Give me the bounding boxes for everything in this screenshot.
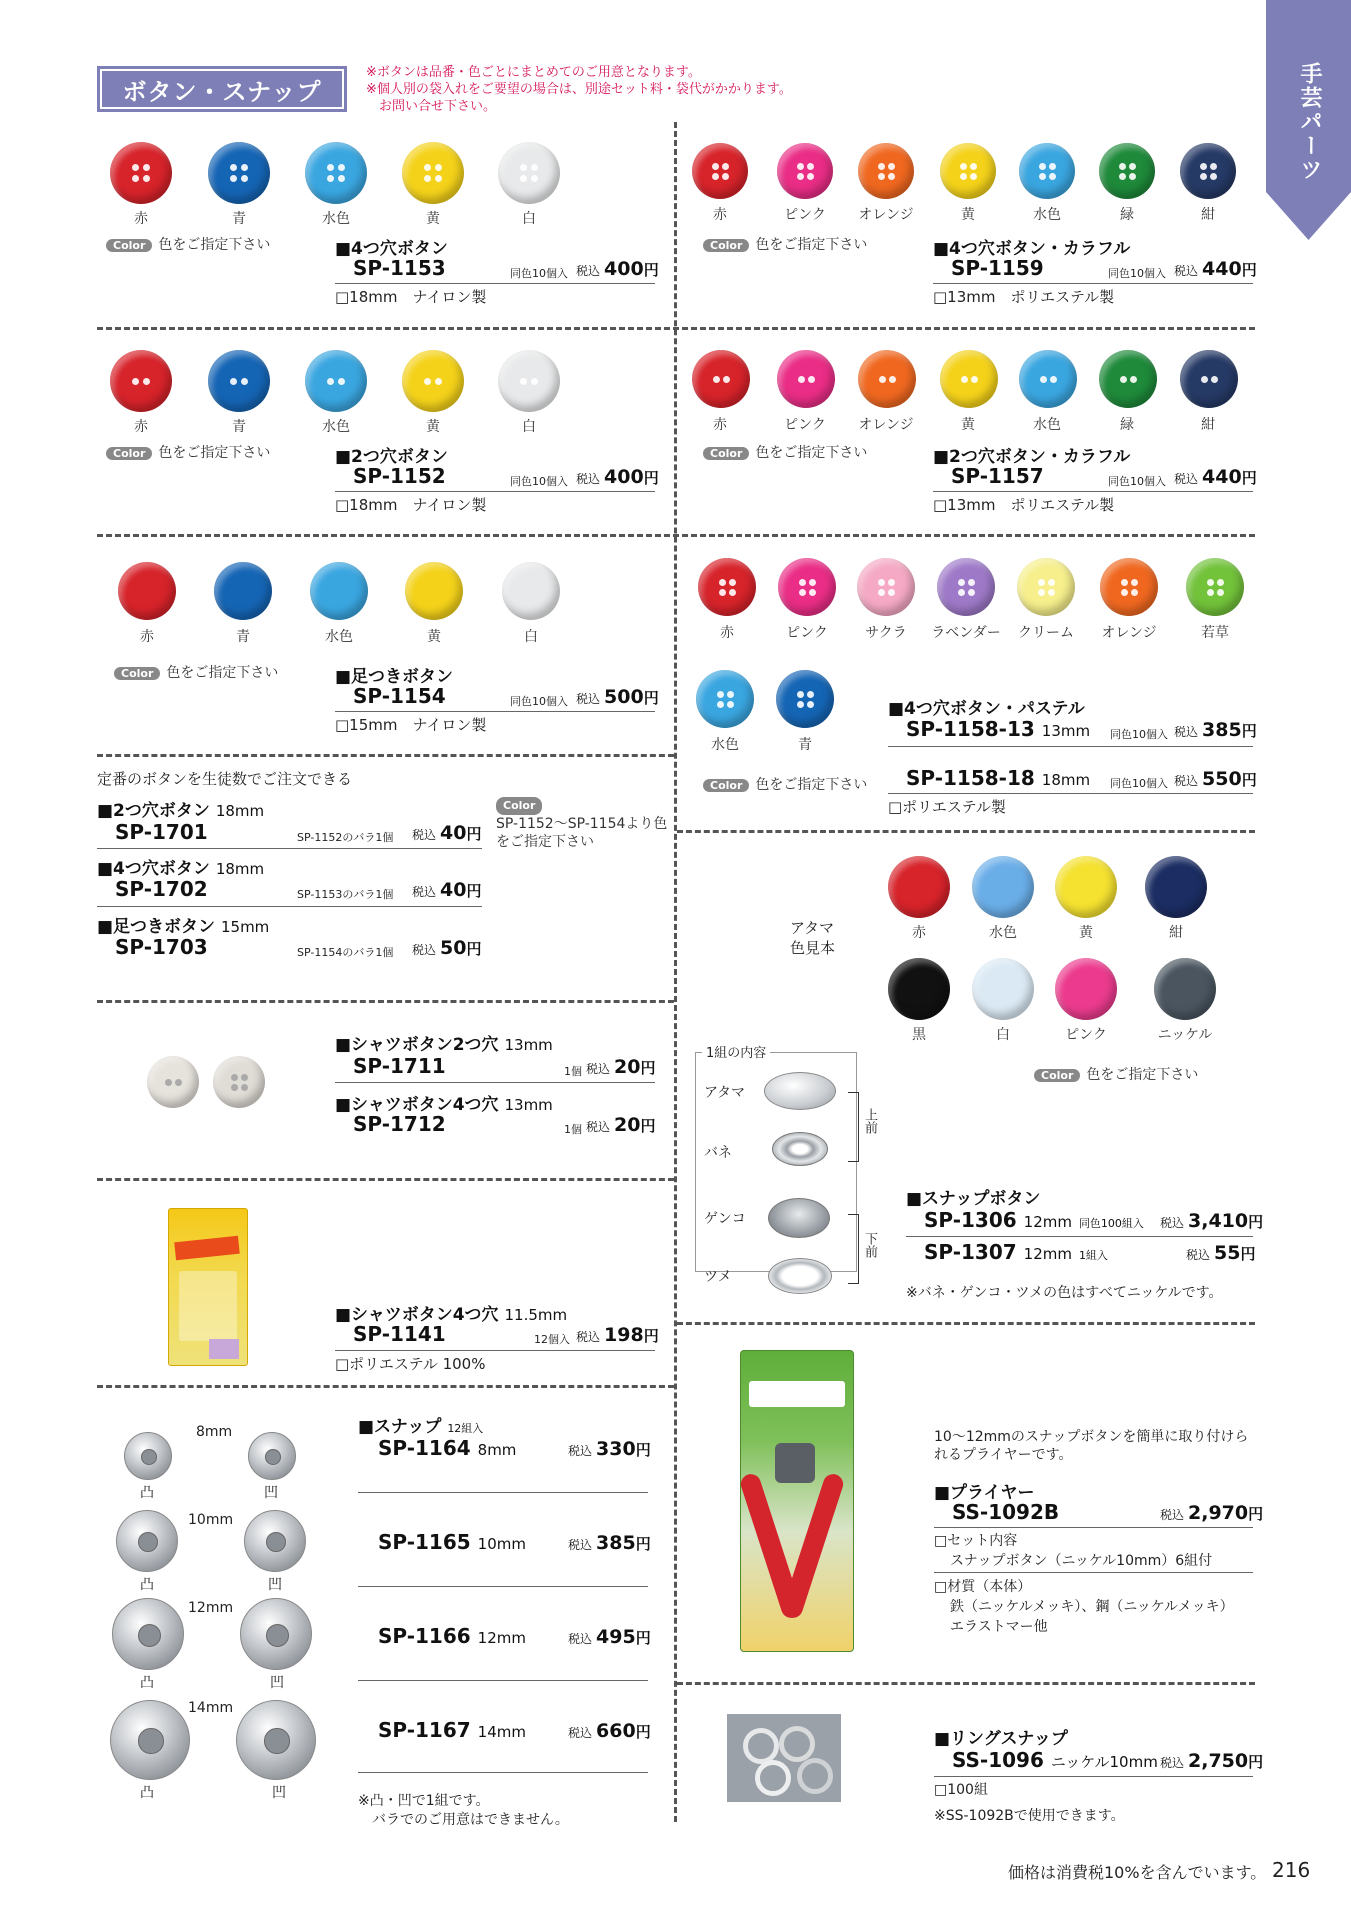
package-logo — [174, 1236, 240, 1261]
price: 税込 20円 — [586, 1114, 656, 1136]
color-note: Color 色をご指定下さい — [106, 442, 270, 462]
price: 税込 330円 — [568, 1438, 651, 1460]
ring — [743, 1728, 779, 1764]
color-label: 水色 — [325, 629, 353, 645]
button-swatch-orange — [1100, 558, 1158, 616]
center-divider — [674, 122, 677, 1822]
product-name: ■2つ穴ボタン 18mm — [97, 801, 265, 821]
color-label: 赤 — [713, 207, 727, 223]
plier-handle — [780, 1472, 845, 1621]
package-window — [179, 1271, 237, 1341]
price: 税込 20円 — [586, 1056, 656, 1078]
product-name: ■2つ穴ボタン・カラフル — [933, 447, 1131, 467]
note: SP-1153のバラ1個 — [297, 888, 394, 901]
spec: □100組 — [934, 1782, 988, 1798]
button-swatch-blue — [208, 350, 270, 412]
rule — [335, 1350, 655, 1351]
package-detail — [209, 1339, 239, 1359]
product-name: ■プライヤー — [934, 1483, 1035, 1503]
color-label: 赤 — [134, 211, 148, 227]
button-swatch-green — [1099, 350, 1157, 408]
set-body: スナップボタン（ニッケル10mm）6組付 — [950, 1553, 1213, 1569]
female-mark: 凹 — [270, 1675, 284, 1691]
product-name: ■リングスナップ — [934, 1729, 1068, 1749]
snap-size: 10mm — [188, 1512, 234, 1528]
rule — [906, 1236, 1253, 1237]
divider — [97, 1000, 674, 1003]
button-swatch-red — [692, 143, 748, 199]
color-label: 赤 — [713, 417, 727, 433]
bane-part — [772, 1132, 828, 1166]
section-title: ボタン・スナップ — [97, 66, 347, 112]
color-label: ピンク — [1065, 1027, 1107, 1043]
button-swatch-red — [110, 142, 172, 204]
quantity: 同色10個入 — [510, 267, 568, 280]
product-name: ■シャツボタン4つ穴 13mm — [335, 1095, 553, 1115]
snap-male-14mm — [110, 1700, 190, 1780]
price: 税込 385円 — [1174, 719, 1257, 741]
button-swatch-red — [110, 350, 172, 412]
atama-swatch-pink — [1055, 958, 1117, 1020]
product-name: ■足つきボタン — [335, 667, 454, 687]
price: 税込 55円 — [1186, 1242, 1256, 1264]
ring — [755, 1760, 791, 1796]
product-name: ■4つ穴ボタン・パステル — [888, 699, 1085, 719]
price: 税込 198円 — [576, 1324, 659, 1346]
part-label: ゲンコ — [704, 1211, 746, 1227]
tax-note: 価格は消費税10%を含んでいます。 — [1008, 1863, 1267, 1882]
button-swatch-orange — [858, 350, 916, 408]
product-code: SP-1166 12mm — [378, 1624, 526, 1648]
note: ※凸・凹で1組です。 — [358, 1793, 490, 1809]
product-name: ■スナップ 12組入 — [358, 1417, 484, 1437]
button-swatch-skyblue — [1019, 350, 1077, 408]
divider — [97, 327, 1255, 330]
button-swatch-blue — [776, 670, 834, 728]
divider — [97, 754, 674, 757]
product-code: SP-1141 — [353, 1322, 446, 1346]
quantity: 同色10個入 — [1110, 728, 1168, 741]
price: 税込 2,750円 — [1160, 1750, 1264, 1772]
snap-male-8mm — [124, 1432, 172, 1480]
spec: □13mm ポリエステル製 — [933, 496, 1115, 514]
genko-part — [768, 1198, 830, 1238]
color-label: 水色 — [711, 737, 739, 753]
shirt-button-4hole — [213, 1056, 265, 1108]
snap-size: 14mm — [188, 1700, 234, 1716]
divider — [97, 1178, 674, 1181]
divider — [97, 1385, 674, 1388]
product-code: SS-1092B — [952, 1500, 1060, 1524]
quantity: 同色10個入 — [1108, 267, 1166, 280]
snap-size: 12mm — [188, 1600, 234, 1616]
price: 税込 40円 — [412, 822, 482, 844]
rule — [888, 793, 1253, 794]
section-heading: 定番のボタンを生徒数でご注文できる — [97, 770, 353, 788]
button-swatch-orange — [858, 143, 914, 199]
header-notes: ※ボタンは品番・色ごとにまとめてのご用意となります。 ※個人別の袋入れをご要望の場合は、別途セット料・袋代がかかります。 お問い合せ下さい。 — [366, 65, 792, 114]
atama-label: アタマ 色見本 — [790, 919, 836, 957]
product-code: SP-1307 12mm 1組入 — [924, 1240, 1108, 1264]
color-label: ピンク — [786, 625, 828, 641]
plier-description: 10～12mmのスナップボタンを簡単に取り付けられるプライヤーです。 — [934, 1429, 1249, 1463]
snap-female-10mm — [244, 1510, 306, 1572]
price: 税込 660円 — [568, 1720, 651, 1742]
quantity: 同色10個入 — [1108, 475, 1166, 488]
price: 税込 385円 — [568, 1532, 651, 1554]
button-swatch-navy — [1180, 143, 1236, 199]
divider — [677, 1682, 1255, 1685]
tsume-part — [768, 1258, 832, 1294]
color-label: オレンジ — [1101, 625, 1157, 641]
price: 税込 440円 — [1174, 258, 1257, 280]
product-name: ■スナップボタン — [906, 1189, 1041, 1209]
product-name: ■シャツボタン2つ穴 13mm — [335, 1035, 553, 1055]
color-note: Color 色をご指定下さい — [106, 234, 270, 254]
product-name: ■2つ穴ボタン — [335, 447, 448, 467]
color-label: 緑 — [1120, 417, 1134, 433]
color-label: 白 — [524, 629, 538, 645]
product-code: SP-1158-13 13mm — [906, 717, 1091, 741]
material-body: 鉄（ニッケルメッキ）、鋼（ニッケルメッキ） — [950, 1599, 1234, 1615]
spec: □18mm ナイロン製 — [335, 496, 487, 514]
color-label: ピンク — [784, 207, 826, 223]
button-swatch-skyblue — [305, 142, 367, 204]
male-mark: 凸 — [140, 1675, 154, 1691]
ring — [797, 1758, 833, 1794]
button-swatch-lavender — [937, 558, 995, 616]
color-label: 白 — [522, 419, 536, 435]
color-label: ラベンダー — [931, 625, 1001, 641]
color-label: 青 — [232, 419, 246, 435]
page-number: 216 — [1272, 1858, 1311, 1882]
divider — [97, 534, 1255, 537]
button-swatch-skyblue — [305, 350, 367, 412]
snap-female-12mm — [240, 1598, 312, 1670]
male-mark: 凸 — [140, 1785, 154, 1801]
button-swatch-sakura — [857, 558, 915, 616]
snap-male-10mm — [116, 1510, 178, 1572]
rule — [358, 1586, 648, 1587]
button-swatch-yellow — [402, 142, 464, 204]
color-label: 緑 — [1120, 207, 1134, 223]
female-mark: 凹 — [268, 1577, 282, 1593]
plier-head — [775, 1443, 815, 1483]
atama-part — [764, 1072, 836, 1110]
atama-swatch-skyblue — [972, 856, 1034, 918]
color-label: 水色 — [1033, 417, 1061, 433]
rule — [335, 491, 655, 492]
quantity: 1個 — [564, 1123, 582, 1136]
product-code: SP-1306 12mm 同色100組入 — [924, 1208, 1144, 1232]
material-body: エラストマー他 — [950, 1619, 1048, 1635]
button-swatch-cream — [1017, 558, 1075, 616]
button-swatch-skyblue — [696, 670, 754, 728]
button-swatch-pink — [777, 143, 833, 199]
product-code: SP-1157 — [951, 464, 1044, 488]
rule — [358, 1492, 648, 1493]
button-swatch-navy — [1180, 350, 1238, 408]
color-note: Color 色をご指定下さい — [114, 662, 278, 682]
color-label: クリーム — [1018, 625, 1074, 641]
spec: □ポリエステル 100% — [335, 1355, 486, 1373]
snap-female-8mm — [248, 1432, 296, 1480]
product-code: SP-1152 — [353, 464, 446, 488]
color-note: Color 色をご指定下さい — [703, 774, 867, 794]
color-label: 黄 — [426, 419, 440, 435]
rule — [97, 848, 482, 849]
product-code: SP-1702 — [115, 877, 208, 901]
snap-size: 8mm — [196, 1424, 233, 1440]
product-name: ■4つ穴ボタン・カラフル — [933, 239, 1131, 259]
product-code: SP-1701 — [115, 820, 208, 844]
color-label: 赤 — [140, 629, 154, 645]
price: 税込 550円 — [1174, 768, 1257, 790]
button-swatch-skyblue — [1019, 143, 1075, 199]
atama-swatch-white — [972, 958, 1034, 1020]
color-label: 紺 — [1169, 925, 1183, 941]
color-label: 黄 — [961, 207, 975, 223]
color-note: Color 色をご指定下さい — [1034, 1064, 1198, 1084]
price: 税込 400円 — [576, 258, 659, 280]
color-label: オレンジ — [858, 207, 914, 223]
color-label: 赤 — [912, 925, 926, 941]
note: SP-1152のバラ1個 — [297, 831, 394, 844]
part-label: バネ — [704, 1145, 732, 1161]
snap-female-14mm — [236, 1700, 316, 1780]
female-mark: 凹 — [272, 1785, 286, 1801]
color-label: 紺 — [1201, 417, 1215, 433]
spec: □18mm ナイロン製 — [335, 288, 487, 306]
button-swatch-blue — [208, 142, 270, 204]
product-name: ■4つ穴ボタン — [335, 239, 448, 259]
product-code: SP-1159 — [951, 256, 1044, 280]
atama-swatch-yellow — [1055, 856, 1117, 918]
rule — [335, 711, 655, 712]
color-label: サクラ — [865, 625, 907, 641]
atama-swatch-black — [888, 958, 950, 1020]
button-swatch-pink — [777, 350, 835, 408]
set-title: □セット内容 — [934, 1533, 1018, 1549]
note: SP-1154のバラ1個 — [297, 946, 394, 959]
spec: □ポリエステル製 — [888, 798, 1006, 816]
shirt-button-2hole — [147, 1056, 199, 1108]
rule — [335, 1082, 655, 1083]
color-label: 水色 — [322, 211, 350, 227]
price: 税込 400円 — [576, 466, 659, 488]
color-label: 黄 — [426, 211, 440, 227]
snap-male-12mm — [112, 1598, 184, 1670]
spec: □15mm ナイロン製 — [335, 716, 487, 734]
product-code: SP-1711 — [353, 1054, 446, 1078]
button-swatch-yellow — [940, 350, 998, 408]
color-label: ニッケル — [1157, 1027, 1213, 1043]
part-label: アタマ — [704, 1085, 746, 1101]
color-label: 青 — [232, 211, 246, 227]
product-name: ■足つきボタン 15mm — [97, 917, 270, 937]
rule — [934, 1527, 1253, 1528]
button-swatch-red — [692, 350, 750, 408]
kit-box-title: 1組の内容 — [702, 1042, 770, 1061]
product-name: ■シャツボタン4つ穴 11.5mm — [335, 1305, 568, 1325]
color-label: オレンジ — [858, 417, 914, 433]
color-note: Color 色をご指定下さい — [703, 442, 867, 462]
color-label: 赤 — [134, 419, 148, 435]
color-label: 若草 — [1201, 625, 1229, 641]
atama-swatch-red — [888, 856, 950, 918]
package-image — [168, 1208, 248, 1366]
rule — [358, 1772, 648, 1773]
product-code: SP-1167 14mm — [378, 1718, 526, 1742]
quantity: 同色10個入 — [510, 475, 568, 488]
button-swatch-yellow — [405, 562, 463, 620]
price: 税込 50円 — [412, 937, 482, 959]
button-swatch-white — [498, 142, 560, 204]
lower-label: 下前 — [862, 1232, 877, 1258]
material-title: □材質（本体） — [934, 1579, 1032, 1595]
rule — [933, 491, 1253, 492]
rule — [335, 283, 655, 284]
color-label: 黒 — [912, 1027, 926, 1043]
price: 税込 500円 — [576, 686, 659, 708]
button-swatch-skyblue — [310, 562, 368, 620]
product-code: SP-1154 — [353, 684, 446, 708]
quantity: 1個 — [564, 1065, 582, 1078]
rule — [934, 1572, 1253, 1573]
atama-swatch-navy — [1145, 856, 1207, 918]
color-label: 黄 — [1079, 925, 1093, 941]
ring-snap-image — [727, 1714, 841, 1802]
button-swatch-yellow — [402, 350, 464, 412]
product-code: SP-1158-18 18mm — [906, 766, 1091, 790]
color-label: 白 — [522, 211, 536, 227]
quantity: 同色10個入 — [1110, 777, 1168, 790]
button-swatch-pink — [778, 558, 836, 616]
product-code: SS-1096 ニッケル10mm — [952, 1748, 1158, 1772]
color-label: 紺 — [1201, 207, 1215, 223]
color-label: 水色 — [1033, 207, 1061, 223]
plier-package-image — [740, 1350, 854, 1652]
quantity: 同色10個入 — [510, 695, 568, 708]
button-swatch-wakakusa — [1186, 558, 1244, 616]
part-label: ツメ — [704, 1269, 732, 1285]
product-name: ■4つ穴ボタン 18mm — [97, 859, 265, 879]
quantity: 12個入 — [534, 1333, 570, 1346]
button-swatch-green — [1099, 143, 1155, 199]
rule — [933, 283, 1253, 284]
button-swatch-yellow — [940, 143, 996, 199]
button-swatch-white — [502, 562, 560, 620]
female-mark: 凹 — [264, 1485, 278, 1501]
price: 税込 2,970円 — [1160, 1502, 1264, 1524]
color-note: Color 色をご指定下さい — [703, 234, 867, 254]
bracket — [848, 1214, 859, 1284]
package-label — [749, 1381, 845, 1407]
color-label: ピンク — [784, 417, 826, 433]
side-tab-label: 手芸パーツ — [1297, 62, 1322, 182]
color-label: 黄 — [961, 417, 975, 433]
color-label: 白 — [996, 1027, 1010, 1043]
upper-label: 上前 — [862, 1108, 877, 1134]
price: 税込 40円 — [412, 879, 482, 901]
color-label: 水色 — [989, 925, 1017, 941]
rule — [97, 906, 482, 907]
ring — [779, 1726, 815, 1762]
color-label: 青 — [798, 737, 812, 753]
button-swatch-blue — [214, 562, 272, 620]
atama-swatch-nickel — [1154, 958, 1216, 1020]
price: 税込 440円 — [1174, 466, 1257, 488]
male-mark: 凸 — [140, 1485, 154, 1501]
rule — [934, 1776, 1253, 1777]
note: ※SS-1092Bで使用できます。 — [934, 1808, 1125, 1824]
color-label: 黄 — [427, 629, 441, 645]
bara-color-note: Color SP-1152～SP-1154より色をご指定下さい — [496, 799, 668, 850]
button-swatch-red — [118, 562, 176, 620]
price: 税込 495円 — [568, 1626, 651, 1648]
note: バラでのご用意はできません。 — [358, 1812, 569, 1828]
note: ※バネ・ゲンコ・ツメの色はすべてニッケルです。 — [906, 1285, 1223, 1301]
product-code: SP-1165 10mm — [378, 1530, 526, 1554]
product-code: SP-1712 — [353, 1112, 446, 1136]
color-label: 水色 — [322, 419, 350, 435]
product-code: SP-1153 — [353, 256, 446, 280]
spec: □13mm ポリエステル製 — [933, 288, 1115, 306]
bracket — [848, 1092, 859, 1162]
rule — [358, 1680, 648, 1681]
male-mark: 凸 — [140, 1577, 154, 1593]
color-label: 青 — [236, 629, 250, 645]
button-swatch-red — [698, 558, 756, 616]
button-swatch-white — [498, 350, 560, 412]
product-code: SP-1164 8mm — [378, 1436, 517, 1460]
divider — [677, 830, 1255, 833]
price: 税込 3,410円 — [1160, 1210, 1264, 1232]
divider — [677, 1322, 1255, 1325]
rule — [888, 746, 1253, 747]
product-code: SP-1703 — [115, 935, 208, 959]
color-label: 赤 — [720, 625, 734, 641]
